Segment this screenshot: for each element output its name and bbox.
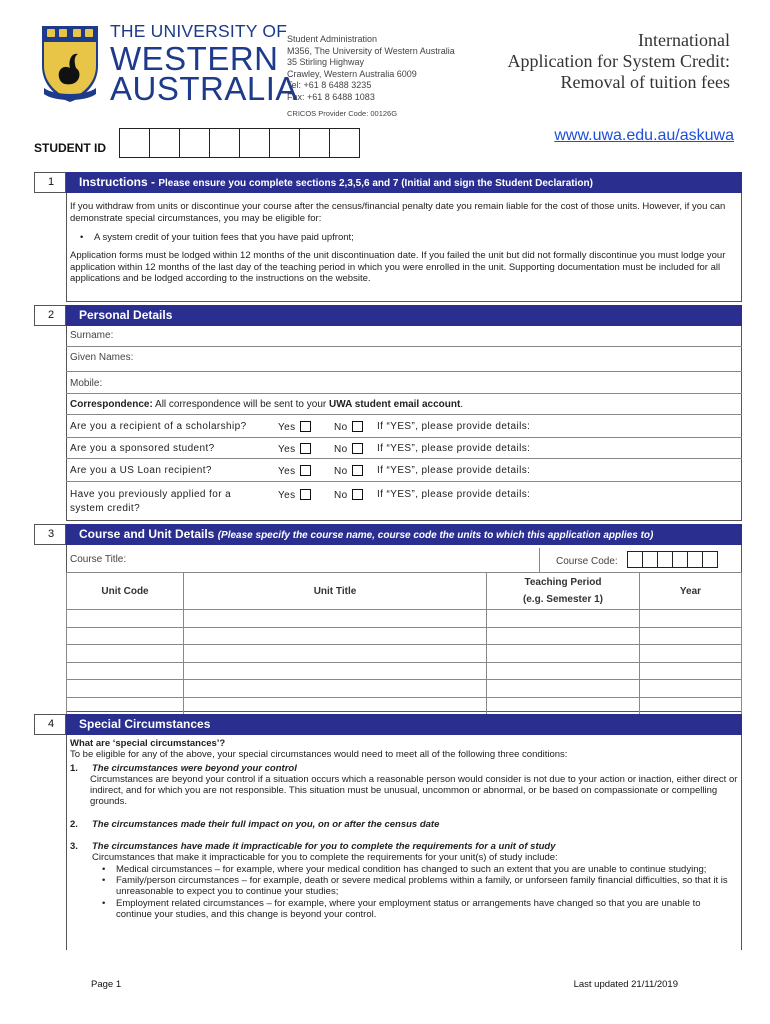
condition-3	[70, 841, 738, 920]
student-id-digit-box[interactable]	[179, 128, 210, 158]
units-table	[66, 572, 742, 716]
table-cell[interactable]	[67, 645, 184, 663]
section3-subtitle: (Please specify the course name, course code the units to which this application applies to)	[217, 530, 654, 541]
correspondence-email: UWA student email account	[329, 399, 461, 410]
circumstance-bullet-employment: • Employment related circumstances – for example, where your employment status or arrangements have changed so that you are unable to continue your studies, and this change is beyond your control.	[92, 898, 738, 921]
table-cell[interactable]	[640, 627, 742, 645]
divider	[66, 393, 742, 394]
no-checkbox[interactable]	[352, 421, 363, 432]
address-line: Fax: +61 8 6488 1083	[287, 91, 375, 102]
col-teaching-period	[487, 573, 640, 610]
section1-paragraph1: If you withdraw from units or discontinue your course after the census/financial penalty date you remain liable for the cost of those units. However, if you can demonstrate special circumstances, you may be eligible for:	[70, 201, 726, 224]
correspondence-label: Correspondence:	[70, 399, 153, 410]
divider	[66, 414, 742, 415]
student-id-digit-box[interactable]	[119, 128, 150, 158]
table-cell[interactable]	[640, 680, 742, 698]
table-cell[interactable]	[640, 662, 742, 680]
condition-1-text: Circumstances are beyond your control if a situation occurs which a reasonable person would consider is not due to your action or inaction, either direct or indirect, and for which you are not responsible. This situation must be unusual, uncommon or abnormal, or be based on compassionate or compelling grounds.	[90, 773, 738, 808]
given-names-label: Given Names:	[70, 352, 134, 363]
course-code-box[interactable]	[657, 551, 673, 568]
table-cell[interactable]	[640, 645, 742, 663]
section3-number: 3	[34, 524, 66, 545]
condition-3-number: 3.	[70, 841, 78, 853]
table-cell[interactable]	[184, 610, 487, 628]
teaching-period-example: (e.g. Semester 1)	[522, 594, 604, 605]
yes-checkbox[interactable]	[300, 421, 311, 432]
no-label: No	[334, 444, 348, 455]
yes-checkbox[interactable]	[300, 443, 311, 454]
table-row	[67, 645, 742, 663]
question-sponsored: Are you a sponsored student?	[70, 443, 215, 454]
student-id-boxes	[120, 128, 360, 158]
correspondence-text: All correspondence will be sent to your	[152, 399, 330, 410]
address-line: Student Administration	[287, 34, 378, 44]
table-cell[interactable]	[184, 680, 487, 698]
circumstance-bullet-family: • Family/person circumstances – for example, death or severe medical problems within a family, or unforseen family financial difficulties, so that it is unreasonable to expect you to continue your studies;	[92, 875, 738, 898]
yes-checkbox[interactable]	[300, 465, 311, 476]
special-circumstances-question: What are ‘special circumstances’?	[70, 738, 226, 749]
university-name	[110, 23, 298, 105]
table-row	[67, 662, 742, 680]
course-title-label: Course Title:	[70, 554, 127, 565]
section4-number: 4	[34, 714, 66, 735]
no-label: No	[334, 490, 348, 501]
yes-option[interactable]	[278, 489, 311, 501]
course-code-label: Course Code:	[556, 556, 618, 567]
units-header-row	[67, 573, 742, 610]
student-id-digit-box[interactable]	[269, 128, 300, 158]
details-prompt: If “YES”, please provide details:	[377, 489, 531, 500]
table-cell[interactable]	[67, 627, 184, 645]
address-line: M356, The University of Western Australia	[287, 45, 455, 56]
yes-label: Yes	[278, 422, 296, 433]
office-address	[287, 34, 455, 104]
last-updated: Last updated 21/11/2019	[573, 979, 678, 990]
col-unit-title: Unit Title	[184, 573, 487, 610]
no-checkbox[interactable]	[352, 443, 363, 454]
question-us-loan: Are you a US Loan recipient?	[70, 465, 212, 476]
student-id-label: STUDENT ID	[34, 141, 106, 155]
course-code-box[interactable]	[687, 551, 703, 568]
address-line: Tel: +61 8 6488 3235	[287, 80, 372, 91]
student-id-digit-box[interactable]	[329, 128, 360, 158]
divider	[66, 437, 742, 438]
student-id-digit-box[interactable]	[299, 128, 330, 158]
condition-2-number: 2.	[70, 818, 78, 830]
yes-label: Yes	[278, 466, 296, 477]
yes-option[interactable]	[278, 443, 311, 455]
table-row	[67, 697, 742, 715]
document-title	[508, 30, 730, 93]
table-cell[interactable]	[67, 697, 184, 715]
condition-1-number: 1.	[70, 762, 78, 774]
table-cell[interactable]	[184, 645, 487, 663]
details-prompt: If “YES”, please provide details:	[377, 421, 531, 432]
divider	[66, 371, 742, 372]
section3-title: Course and Unit Details	[79, 527, 218, 541]
askuwa-link[interactable]: www.uwa.edu.au/askuwa	[554, 127, 734, 144]
divider	[539, 548, 540, 572]
question-scholarship: Are you a recipient of a scholarship?	[70, 421, 247, 432]
course-code-box[interactable]	[642, 551, 658, 568]
yes-option[interactable]	[278, 421, 311, 433]
table-cell[interactable]	[640, 610, 742, 628]
yes-checkbox[interactable]	[300, 489, 311, 500]
address-line: 35 Stirling Highway	[287, 57, 365, 68]
section1-subtitle: Please ensure you complete sections 2,3,5,6 and 7 (Initial and sign the Student Declaration)	[158, 178, 593, 189]
course-code-box[interactable]	[702, 551, 718, 568]
mobile-label: Mobile:	[70, 378, 103, 389]
student-id-digit-box[interactable]	[149, 128, 180, 158]
table-cell[interactable]	[487, 680, 640, 698]
table-cell[interactable]	[487, 627, 640, 645]
details-prompt: If “YES”, please provide details:	[377, 465, 531, 476]
special-circumstances-intro: To be eligible for any of the above, your special circumstances would need to meet all of the following three conditions:	[70, 749, 568, 761]
title-line: Removal of tuition fees	[560, 72, 730, 92]
student-id-digit-box[interactable]	[209, 128, 240, 158]
no-label: No	[334, 466, 348, 477]
course-code-box[interactable]	[672, 551, 688, 568]
table-cell[interactable]	[184, 627, 487, 645]
no-option[interactable]	[334, 465, 363, 477]
table-cell[interactable]	[184, 697, 487, 715]
university-name-line1: THE UNIVERSITY OF	[110, 21, 288, 41]
address-line: Crawley, Western Australia 6009	[287, 68, 417, 79]
no-checkbox[interactable]	[352, 489, 363, 500]
section1-number: 1	[34, 172, 66, 193]
section3-header	[66, 524, 742, 545]
surname-label: Surname:	[70, 330, 114, 341]
col-unit-code: Unit Code	[67, 573, 184, 610]
section1-paragraph2: Application forms must be lodged within 12 months of the unit discontinuation date. If you failed the unit but did not formally discontinue you must lodge your application within 12 months of the last day of the teaching period in which you were enrolled in the unit. Supporting documentation must be included for all applications and be lodged according to the instructions on the website.	[70, 250, 726, 284]
divider	[66, 346, 742, 347]
table-cell[interactable]	[67, 680, 184, 698]
table-cell[interactable]	[67, 662, 184, 680]
details-prompt: If “YES”, please provide details:	[377, 443, 531, 454]
table-row	[67, 610, 742, 628]
question-previous-credit: Have you previously applied for a system credit?	[70, 489, 232, 514]
divider	[66, 481, 742, 482]
title-line: Application for System Credit:	[507, 51, 730, 71]
yes-label: Yes	[278, 444, 296, 455]
table-cell[interactable]	[487, 662, 640, 680]
condition-3-text: Circumstances that make it impracticable for you to complete the requirements for your unit(s) of study include:	[92, 852, 558, 864]
table-cell[interactable]	[184, 662, 487, 680]
yes-option[interactable]	[278, 465, 311, 477]
condition-1	[70, 763, 738, 808]
student-id-digit-box[interactable]	[239, 128, 270, 158]
condition-1-title: The circumstances were beyond your control	[92, 762, 297, 774]
table-cell[interactable]	[487, 645, 640, 663]
divider	[66, 458, 742, 459]
table-cell[interactable]	[487, 697, 640, 715]
table-cell[interactable]	[640, 697, 742, 715]
table-cell[interactable]	[487, 610, 640, 628]
university-crest-logo	[38, 22, 102, 104]
section2-header: Personal Details	[66, 305, 742, 326]
teaching-period-label: Teaching Period	[524, 577, 602, 588]
section4-header: Special Circumstances	[66, 714, 742, 735]
yes-label: Yes	[278, 490, 296, 501]
no-checkbox[interactable]	[352, 465, 363, 476]
col-year: Year	[640, 573, 742, 610]
table-row	[67, 627, 742, 645]
university-name-line3: AUSTRALIA	[110, 69, 298, 107]
page-number: Page 1	[91, 979, 122, 990]
correspondence-end: .	[460, 399, 464, 410]
condition-3-title: The circumstances have made it impracticable for you to complete the requirements for a unit of study	[92, 841, 556, 853]
section2-number: 2	[34, 305, 66, 326]
course-code-boxes	[628, 551, 718, 568]
no-option[interactable]	[334, 489, 363, 501]
condition-2	[70, 819, 738, 830]
no-option[interactable]	[334, 421, 363, 433]
no-label: No	[334, 422, 348, 433]
university-name-line2: WESTERN	[110, 39, 279, 77]
circumstance-bullet-medical: • Medical circumstances – for example, where your medical condition has changed to such an extent that you are unable to continue studying;	[92, 864, 738, 875]
section1-bullet: • A system credit of your tuition fees that you have paid upfront;	[70, 232, 736, 244]
section1-header	[66, 172, 742, 193]
course-code-box[interactable]	[627, 551, 643, 568]
table-cell[interactable]	[67, 610, 184, 628]
table-row	[67, 680, 742, 698]
title-line: International	[638, 30, 730, 50]
cricos-code: CRICOS Provider Code: 00126G	[287, 109, 398, 118]
correspondence-note	[70, 399, 463, 410]
special-circumstances-body	[70, 738, 738, 920]
no-option[interactable]	[334, 443, 363, 455]
condition-2-title: The circumstances made their full impact on you, on or after the census date	[92, 818, 440, 830]
section1-title: Instructions -	[79, 175, 159, 189]
